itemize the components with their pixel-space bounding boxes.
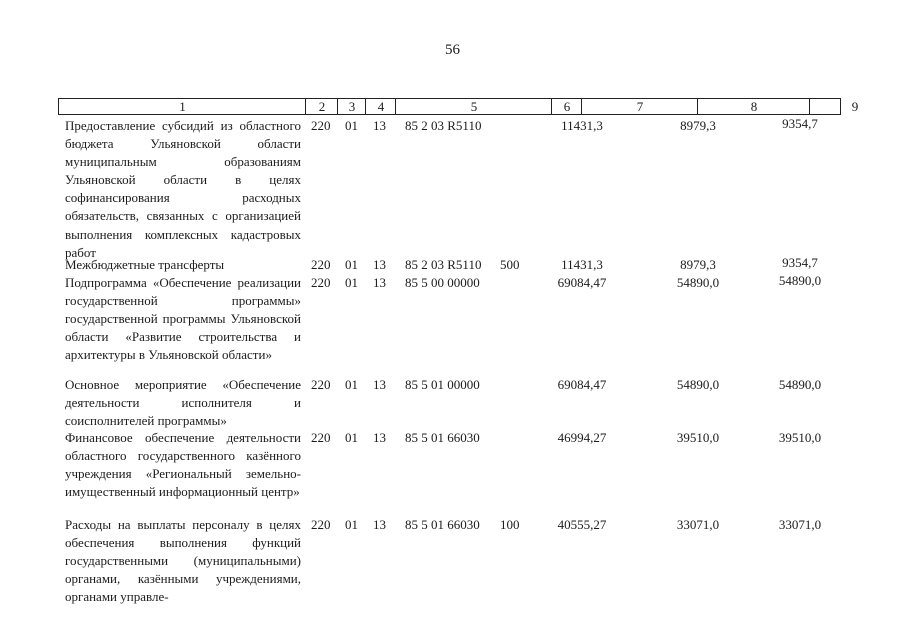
header-divider <box>337 98 338 115</box>
row-cell-col8: 39510,0 <box>676 430 720 445</box>
row-cell-col7: 69084,47 <box>557 275 607 290</box>
row-cell-col4: 13 <box>373 257 386 272</box>
row-cell-col3: 01 <box>345 377 358 392</box>
row-cell-col9: 9354,7 <box>782 255 818 270</box>
row-cell-col7: 69084,47 <box>557 377 607 392</box>
row-cell-col3: 01 <box>345 118 358 133</box>
row-cell-col3: 01 <box>345 275 358 290</box>
header-col-8: 8 <box>750 99 758 114</box>
row-cell-col2: 220 <box>311 377 331 392</box>
row-description: Предоставление субсидий из областного бюджета Ульяновской области муниципальным образованиям Ульяновской области в целях софинансирования расходных обязательств, связанных с организацией выполнения комплексных кадастровых работ <box>65 118 301 260</box>
page-number: 56 <box>445 42 460 58</box>
row-cell-col3: 01 <box>345 257 358 272</box>
table-header-row <box>58 98 859 115</box>
row-cell-col4: 13 <box>373 377 386 392</box>
row-cell-col5: 85 5 01 66030 <box>405 430 480 445</box>
header-col-7: 7 <box>636 99 644 114</box>
row-cell-col4: 13 <box>373 118 386 133</box>
row-cell-col7: 40555,27 <box>557 517 607 532</box>
row-cell-col6: 100 <box>500 517 520 532</box>
row-cell-col2: 220 <box>311 517 331 532</box>
row-cell-col7: 46994,27 <box>557 430 607 445</box>
header-divider <box>305 98 306 115</box>
header-col-3: 3 <box>348 99 356 114</box>
row-cell-col7: 11431,3 <box>561 118 603 133</box>
row-cell-col2: 220 <box>311 430 331 445</box>
row-cell-col3: 01 <box>345 517 358 532</box>
row-cell-col5: 85 5 01 00000 <box>405 377 480 392</box>
row-cell-col2: 220 <box>311 257 331 272</box>
header-divider <box>551 98 552 115</box>
row-cell-col8: 8979,3 <box>680 257 716 272</box>
row-description: Расходы на выплаты персоналу в целях обеспечения выполнения функций государственными (муниципальными) органами, казёнными учреждениями, органами управле- <box>65 517 301 605</box>
header-col-9: 9 <box>851 99 859 114</box>
header-divider <box>395 98 396 115</box>
row-description: Подпрограмма «Обеспечение реализации государственной программы» государственной программы Ульяновской области «Развитие строительства и архитектуры в Ульяновской области» <box>65 275 301 363</box>
row-cell-col2: 220 <box>311 118 331 133</box>
row-cell-col9: 54890,0 <box>778 377 822 392</box>
header-col-4: 4 <box>377 99 385 114</box>
row-cell-col4: 13 <box>373 430 386 445</box>
row-cell-col9: 39510,0 <box>778 430 822 445</box>
row-cell-col4: 13 <box>373 517 386 532</box>
row-cell-col7: 11431,3 <box>561 257 603 272</box>
row-cell-col8: 33071,0 <box>676 517 720 532</box>
row-description: Межбюджетные трансферты <box>65 257 225 272</box>
row-cell-col6: 500 <box>500 257 520 272</box>
row-cell-col9: 54890,0 <box>778 273 822 288</box>
row-cell-col5: 85 2 03 R5110 <box>405 257 482 272</box>
row-cell-col3: 01 <box>345 430 358 445</box>
row-cell-col2: 220 <box>311 275 331 290</box>
header-divider <box>581 98 582 115</box>
row-cell-col5: 85 5 00 00000 <box>405 275 480 290</box>
row-cell-col4: 13 <box>373 275 386 290</box>
row-description: Финансовое обеспечение деятельности областного государственного казённого учреждения «Региональный земельно-имущественный информационный центр» <box>65 430 301 500</box>
row-cell-col5: 85 2 03 R5110 <box>405 118 482 133</box>
row-cell-col9: 9354,7 <box>782 116 818 131</box>
row-cell-col8: 54890,0 <box>676 275 720 290</box>
header-divider <box>365 98 366 115</box>
header-divider <box>809 98 810 115</box>
header-divider <box>697 98 698 115</box>
header-col-2: 2 <box>318 99 326 114</box>
header-col-1: 1 <box>179 99 186 114</box>
row-cell-col8: 54890,0 <box>676 377 720 392</box>
row-cell-col8: 8979,3 <box>680 118 716 133</box>
row-cell-col5: 85 5 01 66030 <box>405 517 480 532</box>
header-col-5: 5 <box>470 99 478 114</box>
header-col-6: 6 <box>563 99 571 114</box>
row-cell-col9: 33071,0 <box>778 517 822 532</box>
row-description: Основное мероприятие «Обеспечение деятельности исполнителя и соисполнителей программы» <box>65 377 301 429</box>
